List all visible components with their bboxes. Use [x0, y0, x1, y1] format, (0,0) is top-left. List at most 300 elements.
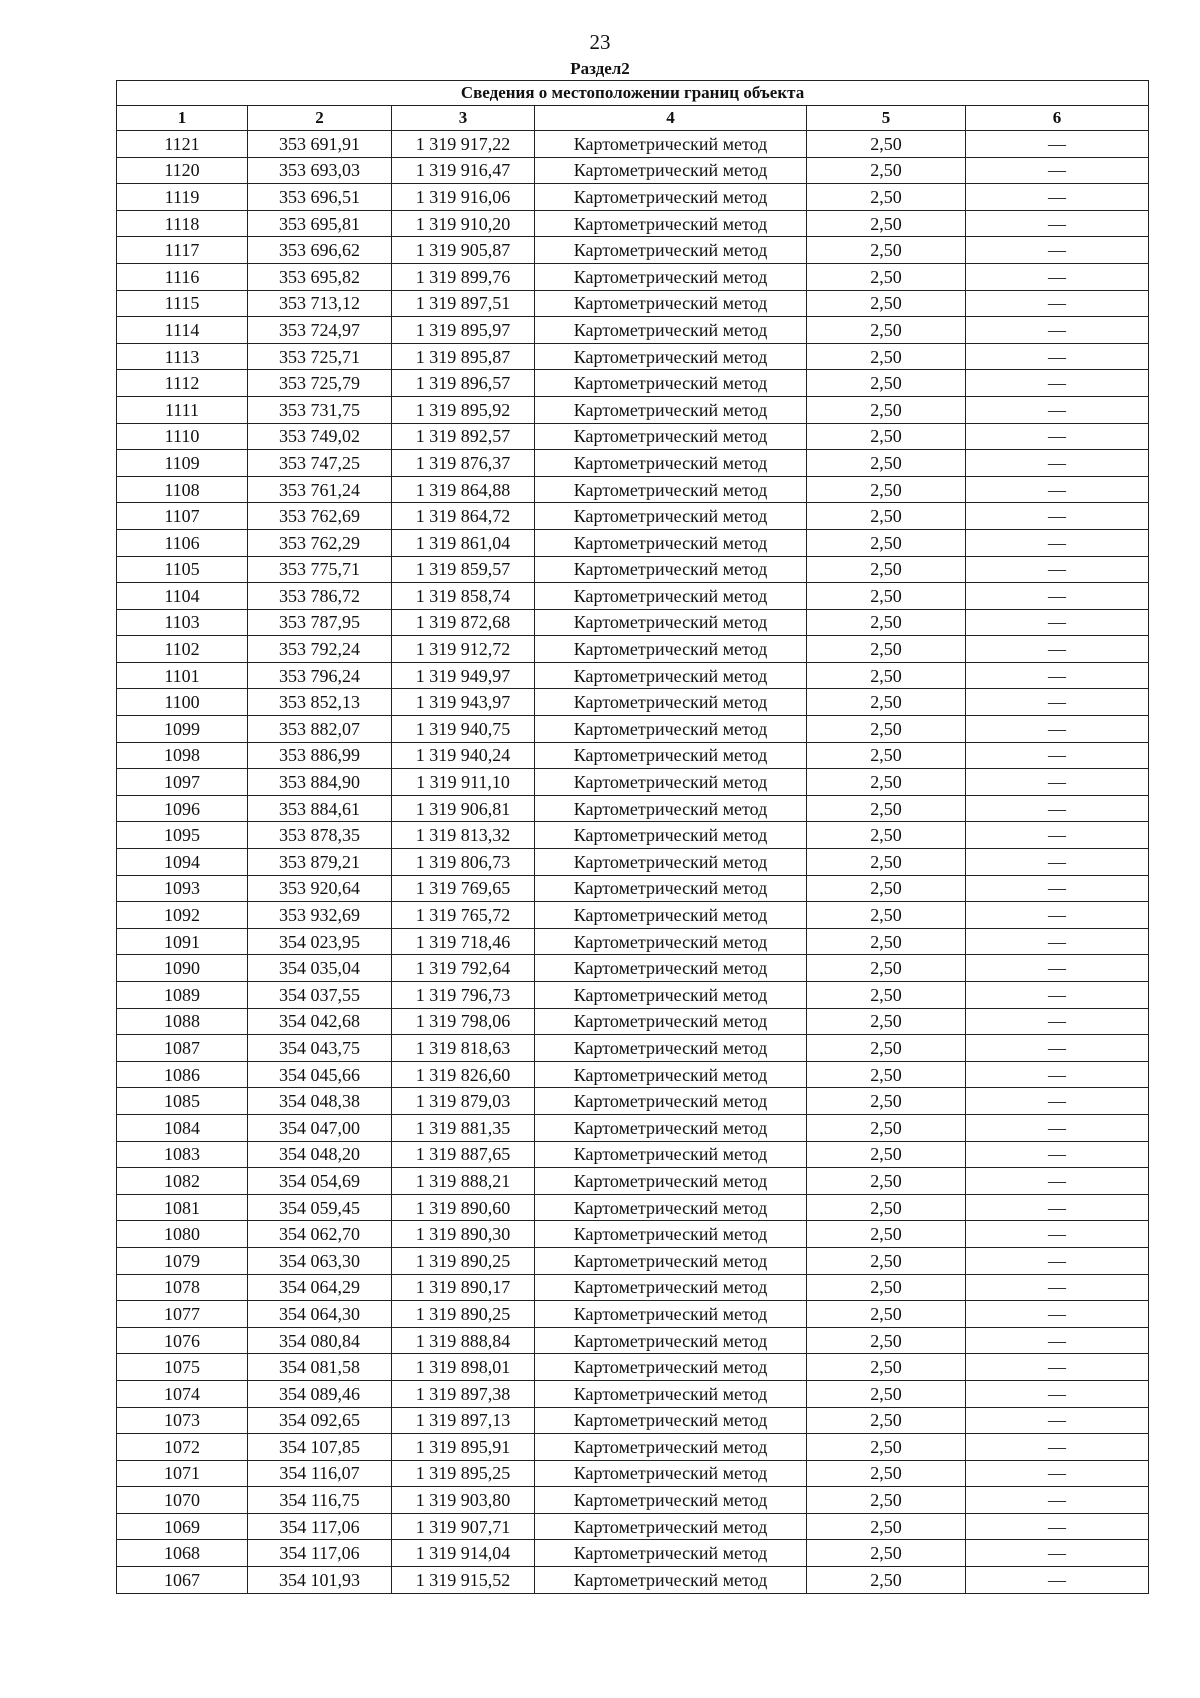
point-number-cell: 1082: [117, 1168, 248, 1195]
x-coordinate-cell: 353 796,24: [248, 662, 392, 689]
y-coordinate-cell: 1 319 896,57: [392, 370, 535, 397]
section-title: Раздел2: [570, 59, 630, 78]
point-number-cell: 1107: [117, 503, 248, 530]
accuracy-cell: 2,50: [807, 822, 966, 849]
table-row: [117, 875, 1149, 902]
method-cell: Картометрический метод: [535, 450, 807, 477]
accuracy-cell: 2,50: [807, 529, 966, 556]
point-number-cell: 1086: [117, 1061, 248, 1088]
table-row: [117, 928, 1149, 955]
x-coordinate-cell: 353 879,21: [248, 849, 392, 876]
method-cell: Картометрический метод: [535, 423, 807, 450]
table-row: [117, 822, 1149, 849]
description-cell: —: [966, 1008, 1149, 1035]
x-coordinate-cell: 353 724,97: [248, 317, 392, 344]
x-coordinate-cell: 353 775,71: [248, 556, 392, 583]
accuracy-cell: 2,50: [807, 1354, 966, 1381]
point-number-cell: 1106: [117, 529, 248, 556]
x-coordinate-cell: 353 696,51: [248, 184, 392, 211]
accuracy-cell: 2,50: [807, 450, 966, 477]
point-number-cell: 1088: [117, 1008, 248, 1035]
description-cell: —: [966, 317, 1149, 344]
point-number-cell: 1097: [117, 769, 248, 796]
accuracy-cell: 2,50: [807, 1407, 966, 1434]
table-row: [117, 237, 1149, 264]
y-coordinate-cell: 1 319 792,64: [392, 955, 535, 982]
description-cell: —: [966, 742, 1149, 769]
point-number-cell: 1113: [117, 343, 248, 370]
method-cell: Картометрический метод: [535, 210, 807, 237]
point-number-cell: 1111: [117, 396, 248, 423]
method-cell: Картометрический метод: [535, 263, 807, 290]
method-cell: Картометрический метод: [535, 1513, 807, 1540]
y-coordinate-cell: 1 319 943,97: [392, 689, 535, 716]
y-coordinate-cell: 1 319 915,52: [392, 1567, 535, 1594]
x-coordinate-cell: 353 920,64: [248, 875, 392, 902]
y-coordinate-cell: 1 319 895,87: [392, 343, 535, 370]
accuracy-cell: 2,50: [807, 1380, 966, 1407]
point-number-cell: 1067: [117, 1567, 248, 1594]
y-coordinate-cell: 1 319 912,72: [392, 636, 535, 663]
description-cell: —: [966, 529, 1149, 556]
x-coordinate-cell: 353 932,69: [248, 902, 392, 929]
x-coordinate-cell: 353 725,71: [248, 343, 392, 370]
table-row: [117, 1513, 1149, 1540]
description-cell: —: [966, 131, 1149, 158]
y-coordinate-cell: 1 319 718,46: [392, 928, 535, 955]
x-coordinate-cell: 353 882,07: [248, 716, 392, 743]
description-cell: —: [966, 849, 1149, 876]
accuracy-cell: 2,50: [807, 184, 966, 211]
y-coordinate-cell: 1 319 895,91: [392, 1434, 535, 1461]
x-coordinate-cell: 353 878,35: [248, 822, 392, 849]
table-row: [117, 1354, 1149, 1381]
x-coordinate-cell: 353 693,03: [248, 157, 392, 184]
table-row: [117, 1088, 1149, 1115]
accuracy-cell: 2,50: [807, 290, 966, 317]
accuracy-cell: 2,50: [807, 210, 966, 237]
table-caption: Сведения о местоположении границ объекта: [117, 81, 1149, 106]
y-coordinate-cell: 1 319 895,97: [392, 317, 535, 344]
accuracy-cell: 2,50: [807, 689, 966, 716]
point-number-cell: 1070: [117, 1487, 248, 1514]
accuracy-cell: 2,50: [807, 583, 966, 610]
description-cell: —: [966, 769, 1149, 796]
accuracy-cell: 2,50: [807, 1434, 966, 1461]
description-cell: —: [966, 1088, 1149, 1115]
x-coordinate-cell: 354 023,95: [248, 928, 392, 955]
x-coordinate-cell: 353 786,72: [248, 583, 392, 610]
accuracy-cell: 2,50: [807, 875, 966, 902]
accuracy-cell: 2,50: [807, 742, 966, 769]
point-number-cell: 1077: [117, 1301, 248, 1328]
x-coordinate-cell: 353 731,75: [248, 396, 392, 423]
description-cell: —: [966, 1354, 1149, 1381]
description-cell: —: [966, 1114, 1149, 1141]
column-header: 3: [392, 106, 535, 131]
point-number-cell: 1109: [117, 450, 248, 477]
method-cell: Картометрический метод: [535, 317, 807, 344]
y-coordinate-cell: 1 319 897,51: [392, 290, 535, 317]
accuracy-cell: 2,50: [807, 1487, 966, 1514]
accuracy-cell: 2,50: [807, 1327, 966, 1354]
method-cell: Картометрический метод: [535, 1407, 807, 1434]
y-coordinate-cell: 1 319 813,32: [392, 822, 535, 849]
table-row: [117, 795, 1149, 822]
y-coordinate-cell: 1 319 864,72: [392, 503, 535, 530]
table-row: [117, 1141, 1149, 1168]
boundary-coordinates-table: [116, 80, 1149, 1594]
accuracy-cell: 2,50: [807, 1460, 966, 1487]
method-cell: Картометрический метод: [535, 636, 807, 663]
description-cell: —: [966, 716, 1149, 743]
method-cell: Картометрический метод: [535, 1460, 807, 1487]
table-row: [117, 396, 1149, 423]
x-coordinate-cell: 354 042,68: [248, 1008, 392, 1035]
description-cell: —: [966, 1168, 1149, 1195]
y-coordinate-cell: 1 319 907,71: [392, 1513, 535, 1540]
table-row: [117, 503, 1149, 530]
y-coordinate-cell: 1 319 890,30: [392, 1221, 535, 1248]
table-row: [117, 662, 1149, 689]
y-coordinate-cell: 1 319 798,06: [392, 1008, 535, 1035]
x-coordinate-cell: 353 884,61: [248, 795, 392, 822]
x-coordinate-cell: 353 747,25: [248, 450, 392, 477]
description-cell: —: [966, 1247, 1149, 1274]
y-coordinate-cell: 1 319 911,10: [392, 769, 535, 796]
y-coordinate-cell: 1 319 899,76: [392, 263, 535, 290]
description-cell: —: [966, 290, 1149, 317]
point-number-cell: 1072: [117, 1434, 248, 1461]
method-cell: Картометрический метод: [535, 1434, 807, 1461]
page-number: 23: [589, 30, 611, 54]
x-coordinate-cell: 353 852,13: [248, 689, 392, 716]
point-number-cell: 1093: [117, 875, 248, 902]
description-cell: —: [966, 875, 1149, 902]
description-cell: —: [966, 1380, 1149, 1407]
x-coordinate-cell: 354 063,30: [248, 1247, 392, 1274]
accuracy-cell: 2,50: [807, 982, 966, 1009]
accuracy-cell: 2,50: [807, 849, 966, 876]
point-number-cell: 1075: [117, 1354, 248, 1381]
description-cell: —: [966, 689, 1149, 716]
x-coordinate-cell: 354 116,07: [248, 1460, 392, 1487]
table-row: [117, 1434, 1149, 1461]
table-row: [117, 583, 1149, 610]
x-coordinate-cell: 354 089,46: [248, 1380, 392, 1407]
x-coordinate-cell: 354 081,58: [248, 1354, 392, 1381]
method-cell: Картометрический метод: [535, 503, 807, 530]
point-number-cell: 1094: [117, 849, 248, 876]
accuracy-cell: 2,50: [807, 476, 966, 503]
method-cell: Картометрический метод: [535, 396, 807, 423]
table-row: [117, 131, 1149, 158]
table-row: [117, 184, 1149, 211]
table-row: [117, 955, 1149, 982]
method-cell: Картометрический метод: [535, 1327, 807, 1354]
method-cell: Картометрический метод: [535, 955, 807, 982]
column-header: 1: [117, 106, 248, 131]
y-coordinate-cell: 1 319 876,37: [392, 450, 535, 477]
method-cell: Картометрический метод: [535, 529, 807, 556]
x-coordinate-cell: 353 713,12: [248, 290, 392, 317]
description-cell: —: [966, 556, 1149, 583]
point-number-cell: 1103: [117, 609, 248, 636]
x-coordinate-cell: 354 107,85: [248, 1434, 392, 1461]
point-number-cell: 1076: [117, 1327, 248, 1354]
y-coordinate-cell: 1 319 890,25: [392, 1301, 535, 1328]
x-coordinate-cell: 354 035,04: [248, 955, 392, 982]
x-coordinate-cell: 354 092,65: [248, 1407, 392, 1434]
table-row: [117, 1540, 1149, 1567]
y-coordinate-cell: 1 319 872,68: [392, 609, 535, 636]
table-row: [117, 423, 1149, 450]
y-coordinate-cell: 1 319 916,06: [392, 184, 535, 211]
method-cell: Картометрический метод: [535, 982, 807, 1009]
point-number-cell: 1079: [117, 1247, 248, 1274]
accuracy-cell: 2,50: [807, 1061, 966, 1088]
method-cell: Картометрический метод: [535, 875, 807, 902]
column-header: 2: [248, 106, 392, 131]
table-row: [117, 1380, 1149, 1407]
description-cell: —: [966, 396, 1149, 423]
accuracy-cell: 2,50: [807, 1540, 966, 1567]
x-coordinate-cell: 354 045,66: [248, 1061, 392, 1088]
accuracy-cell: 2,50: [807, 902, 966, 929]
table-row: [117, 263, 1149, 290]
table-row: [117, 343, 1149, 370]
point-number-cell: 1092: [117, 902, 248, 929]
table-row: [117, 636, 1149, 663]
description-cell: —: [966, 450, 1149, 477]
y-coordinate-cell: 1 319 910,20: [392, 210, 535, 237]
description-cell: —: [966, 157, 1149, 184]
accuracy-cell: 2,50: [807, 1513, 966, 1540]
description-cell: —: [966, 370, 1149, 397]
x-coordinate-cell: 354 043,75: [248, 1035, 392, 1062]
point-number-cell: 1112: [117, 370, 248, 397]
table-row: [117, 370, 1149, 397]
y-coordinate-cell: 1 319 826,60: [392, 1061, 535, 1088]
point-number-cell: 1102: [117, 636, 248, 663]
x-coordinate-cell: 353 886,99: [248, 742, 392, 769]
description-cell: —: [966, 476, 1149, 503]
y-coordinate-cell: 1 319 914,04: [392, 1540, 535, 1567]
x-coordinate-cell: 354 117,06: [248, 1513, 392, 1540]
point-number-cell: 1117: [117, 237, 248, 264]
table-row: [117, 1008, 1149, 1035]
x-coordinate-cell: 354 080,84: [248, 1327, 392, 1354]
accuracy-cell: 2,50: [807, 556, 966, 583]
accuracy-cell: 2,50: [807, 237, 966, 264]
method-cell: Картометрический метод: [535, 822, 807, 849]
point-number-cell: 1078: [117, 1274, 248, 1301]
method-cell: Картометрический метод: [535, 849, 807, 876]
method-cell: Картометрический метод: [535, 928, 807, 955]
description-cell: —: [966, 1540, 1149, 1567]
column-header: 5: [807, 106, 966, 131]
description-cell: —: [966, 423, 1149, 450]
point-number-cell: 1104: [117, 583, 248, 610]
accuracy-cell: 2,50: [807, 1035, 966, 1062]
accuracy-cell: 2,50: [807, 423, 966, 450]
description-cell: —: [966, 1460, 1149, 1487]
table-row: [117, 1274, 1149, 1301]
method-cell: Картометрический метод: [535, 609, 807, 636]
accuracy-cell: 2,50: [807, 263, 966, 290]
method-cell: Картометрический метод: [535, 1114, 807, 1141]
x-coordinate-cell: 354 116,75: [248, 1487, 392, 1514]
table-row: [117, 290, 1149, 317]
description-cell: —: [966, 1035, 1149, 1062]
point-number-cell: 1118: [117, 210, 248, 237]
x-coordinate-cell: 354 054,69: [248, 1168, 392, 1195]
accuracy-cell: 2,50: [807, 662, 966, 689]
method-cell: Картометрический метод: [535, 343, 807, 370]
description-cell: —: [966, 1407, 1149, 1434]
y-coordinate-cell: 1 319 890,60: [392, 1194, 535, 1221]
description-cell: —: [966, 982, 1149, 1009]
x-coordinate-cell: 354 117,06: [248, 1540, 392, 1567]
point-number-cell: 1108: [117, 476, 248, 503]
method-cell: Картометрический метод: [535, 476, 807, 503]
table-row: [117, 609, 1149, 636]
column-header: 4: [535, 106, 807, 131]
accuracy-cell: 2,50: [807, 1168, 966, 1195]
description-cell: —: [966, 902, 1149, 929]
y-coordinate-cell: 1 319 806,73: [392, 849, 535, 876]
table-row: [117, 769, 1149, 796]
x-coordinate-cell: 353 761,24: [248, 476, 392, 503]
y-coordinate-cell: 1 319 858,74: [392, 583, 535, 610]
y-coordinate-cell: 1 319 765,72: [392, 902, 535, 929]
table-row: [117, 742, 1149, 769]
method-cell: Картометрический метод: [535, 1168, 807, 1195]
description-cell: —: [966, 955, 1149, 982]
y-coordinate-cell: 1 319 916,47: [392, 157, 535, 184]
description-cell: —: [966, 1221, 1149, 1248]
accuracy-cell: 2,50: [807, 1274, 966, 1301]
table-row: [117, 317, 1149, 344]
table-row: [117, 1194, 1149, 1221]
description-cell: —: [966, 1487, 1149, 1514]
point-number-cell: 1089: [117, 982, 248, 1009]
method-cell: Картометрический метод: [535, 716, 807, 743]
point-number-cell: 1087: [117, 1035, 248, 1062]
point-number-cell: 1116: [117, 263, 248, 290]
y-coordinate-cell: 1 319 888,84: [392, 1327, 535, 1354]
x-coordinate-cell: 353 884,90: [248, 769, 392, 796]
y-coordinate-cell: 1 319 895,92: [392, 396, 535, 423]
x-coordinate-cell: 353 725,79: [248, 370, 392, 397]
description-cell: —: [966, 1274, 1149, 1301]
accuracy-cell: 2,50: [807, 157, 966, 184]
x-coordinate-cell: 353 792,24: [248, 636, 392, 663]
point-number-cell: 1119: [117, 184, 248, 211]
method-cell: Картометрический метод: [535, 131, 807, 158]
table-row: [117, 1061, 1149, 1088]
y-coordinate-cell: 1 319 898,01: [392, 1354, 535, 1381]
point-number-cell: 1080: [117, 1221, 248, 1248]
method-cell: Картометрический метод: [535, 1380, 807, 1407]
description-cell: —: [966, 210, 1149, 237]
x-coordinate-cell: 353 695,82: [248, 263, 392, 290]
description-cell: —: [966, 237, 1149, 264]
method-cell: Картометрический метод: [535, 1061, 807, 1088]
x-coordinate-cell: 354 101,93: [248, 1567, 392, 1594]
x-coordinate-cell: 353 749,02: [248, 423, 392, 450]
table-row: [117, 1114, 1149, 1141]
accuracy-cell: 2,50: [807, 928, 966, 955]
table-row: [117, 1460, 1149, 1487]
description-cell: —: [966, 1513, 1149, 1540]
accuracy-cell: 2,50: [807, 769, 966, 796]
x-coordinate-cell: 353 762,29: [248, 529, 392, 556]
table-row: [117, 1407, 1149, 1434]
description-cell: —: [966, 503, 1149, 530]
y-coordinate-cell: 1 319 949,97: [392, 662, 535, 689]
x-coordinate-cell: 353 762,69: [248, 503, 392, 530]
accuracy-cell: 2,50: [807, 1008, 966, 1035]
point-number-cell: 1068: [117, 1540, 248, 1567]
method-cell: Картометрический метод: [535, 795, 807, 822]
description-cell: —: [966, 662, 1149, 689]
point-number-cell: 1071: [117, 1460, 248, 1487]
y-coordinate-cell: 1 319 769,65: [392, 875, 535, 902]
y-coordinate-cell: 1 319 890,25: [392, 1247, 535, 1274]
method-cell: Картометрический метод: [535, 662, 807, 689]
x-coordinate-cell: 354 047,00: [248, 1114, 392, 1141]
description-cell: —: [966, 184, 1149, 211]
y-coordinate-cell: 1 319 895,25: [392, 1460, 535, 1487]
description-cell: —: [966, 636, 1149, 663]
description-cell: —: [966, 822, 1149, 849]
point-number-cell: 1096: [117, 795, 248, 822]
point-number-cell: 1098: [117, 742, 248, 769]
accuracy-cell: 2,50: [807, 317, 966, 344]
point-number-cell: 1099: [117, 716, 248, 743]
y-coordinate-cell: 1 319 897,38: [392, 1380, 535, 1407]
point-number-cell: 1115: [117, 290, 248, 317]
table-row: [117, 1327, 1149, 1354]
point-number-cell: 1073: [117, 1407, 248, 1434]
method-cell: Картометрический метод: [535, 689, 807, 716]
description-cell: —: [966, 609, 1149, 636]
x-coordinate-cell: 353 695,81: [248, 210, 392, 237]
accuracy-cell: 2,50: [807, 1247, 966, 1274]
table-row: [117, 556, 1149, 583]
x-coordinate-cell: 354 062,70: [248, 1221, 392, 1248]
method-cell: Картометрический метод: [535, 1301, 807, 1328]
table-row: [117, 689, 1149, 716]
point-number-cell: 1085: [117, 1088, 248, 1115]
description-cell: —: [966, 1567, 1149, 1594]
point-number-cell: 1091: [117, 928, 248, 955]
point-number-cell: 1069: [117, 1513, 248, 1540]
table-row: [117, 1168, 1149, 1195]
method-cell: Картометрический метод: [535, 1221, 807, 1248]
method-cell: Картометрический метод: [535, 1194, 807, 1221]
method-cell: Картометрический метод: [535, 290, 807, 317]
point-number-cell: 1074: [117, 1380, 248, 1407]
accuracy-cell: 2,50: [807, 1194, 966, 1221]
accuracy-cell: 2,50: [807, 1567, 966, 1594]
y-coordinate-cell: 1 319 864,88: [392, 476, 535, 503]
accuracy-cell: 2,50: [807, 396, 966, 423]
y-coordinate-cell: 1 319 890,17: [392, 1274, 535, 1301]
x-coordinate-cell: 354 064,30: [248, 1301, 392, 1328]
method-cell: Картометрический метод: [535, 237, 807, 264]
